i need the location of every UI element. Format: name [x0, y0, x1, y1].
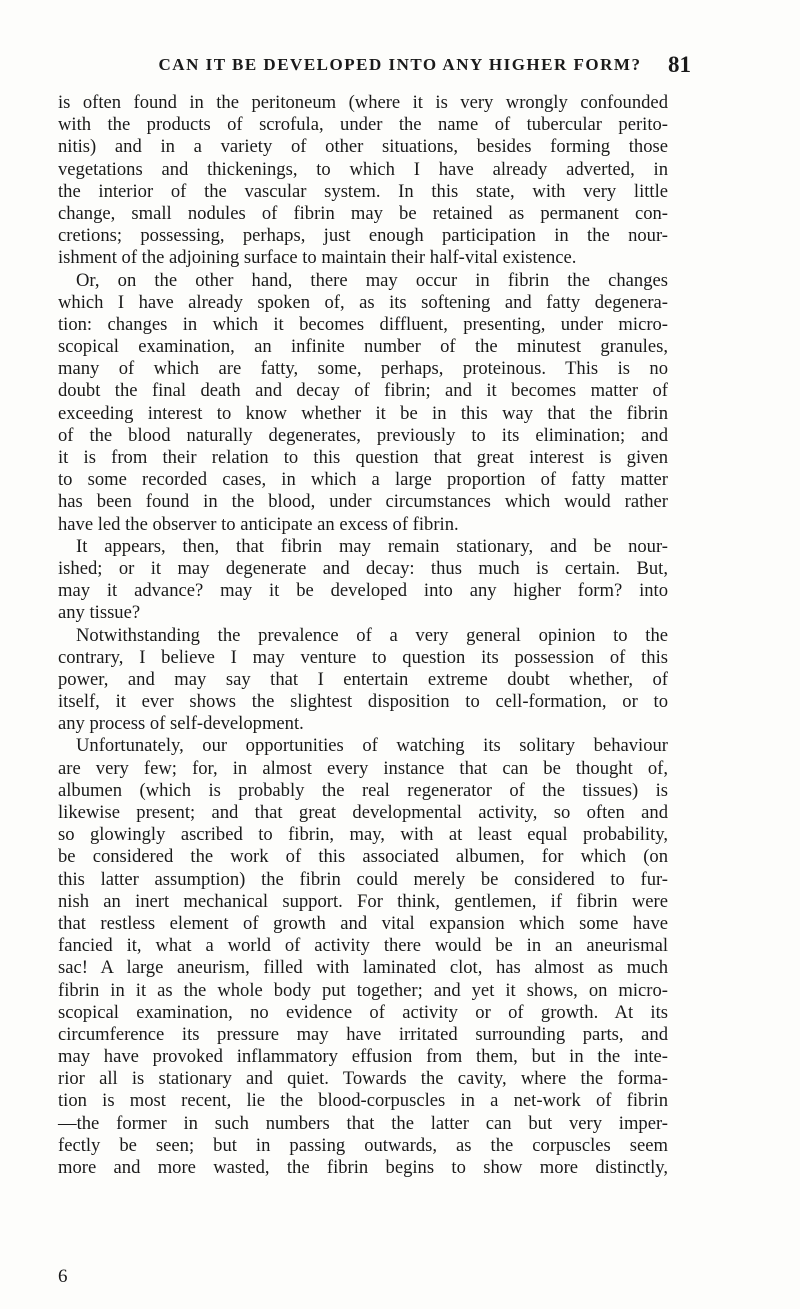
- text-line: Notwithstanding the prevalence of a very general opinion to the: [76, 624, 668, 646]
- text-line: so glowingly ascribed to fibrin, may, with at least equal probability,: [58, 824, 668, 846]
- text-line: albumen (which is probably the real regenerator of the tissues) is: [58, 779, 668, 801]
- text-line: have led the observer to anticipate an excess of fibrin.: [58, 513, 459, 535]
- text-line: change, small nodules of fibrin may be retained as permanent con-: [58, 202, 668, 224]
- text-line: rior all is stationary and quiet. Towards the cavity, where the forma-: [58, 1068, 668, 1090]
- text-line: may it advance? may it be developed into any higher form? into: [58, 580, 668, 602]
- text-line: of the blood naturally degenerates, previously to its elimination; and: [58, 424, 668, 446]
- text-line: It appears, then, that fibrin may remain stationary, and be nour-: [76, 535, 668, 557]
- text-line: scopical examination, no evidence of activity or of growth. At its: [58, 1001, 668, 1023]
- text-line: which I have already spoken of, as its softening and fatty degenera-: [58, 291, 668, 313]
- text-line: fibrin in it as the whole body put together; and yet it shows, on micro-: [58, 979, 668, 1001]
- text-line: cretions; possessing, perhaps, just enough participation in the nour-: [58, 225, 668, 247]
- text-line: are very few; for, in almost every instance that can be thought of,: [58, 757, 668, 779]
- text-line: circumference its pressure may have irritated surrounding parts, and: [58, 1023, 668, 1045]
- text-line: tion is most recent, lie the blood-corpuscles in a net-work of fibrin: [58, 1090, 668, 1112]
- body-text: [58, 92, 668, 1179]
- text-line: fectly be seen; but in passing outwards, as the corpuscles seem: [58, 1134, 668, 1156]
- text-line: ished; or it may degenerate and decay: thus much is certain. But,: [58, 557, 668, 579]
- text-line: be considered the work of this associated albumen, for which (on: [58, 846, 668, 868]
- running-title: CAN IT BE DEVELOPED INTO ANY HIGHER FORM?: [158, 55, 642, 74]
- text-line: Or, on the other hand, there may occur in fibrin the changes: [76, 269, 668, 291]
- text-line: is often found in the peritoneum (where it is very wrongly confounded: [58, 92, 668, 113]
- text-line: contrary, I believe I may venture to question its possession of this: [58, 646, 668, 668]
- text-line: likewise present; and that great developmental activity, so often and: [58, 802, 668, 823]
- text-line: many of which are fatty, some, perhaps, proteinous. This is no: [58, 358, 668, 380]
- text-line: sac! A large aneurism, filled with laminated clot, has almost as much: [58, 957, 668, 979]
- text-line: power, and may say that I entertain extreme doubt whether, of: [58, 668, 668, 690]
- text-line: nish an inert mechanical support. For think, gentlemen, if fibrin were: [58, 890, 668, 912]
- signature-mark: 6: [58, 1266, 68, 1287]
- text-line: with the products of scrofula, under the name of tubercular perito-: [58, 114, 668, 136]
- text-line: scopical examination, an infinite number of the minutest granules,: [58, 336, 668, 358]
- text-line: that restless element of growth and vital expansion which some have: [58, 912, 668, 934]
- page-number: 81: [668, 52, 691, 77]
- text-line: itself, it ever shows the slightest disposition to cell-formation, or to: [58, 691, 668, 713]
- text-line: nitis) and in a variety of other situations, besides forming those: [58, 136, 668, 158]
- text-line: to some recorded cases, in which a large proportion of fatty matter: [58, 469, 668, 491]
- text-line: —the former in such numbers that the latter can but very imper-: [58, 1112, 668, 1134]
- text-line: it is from their relation to this question that great interest is given: [58, 447, 668, 468]
- text-line: doubt the final death and decay of fibrin; and it becomes matter of: [58, 380, 668, 402]
- text-line: any process of self-development.: [58, 713, 304, 735]
- text-line: more and more wasted, the fibrin begins to show more distinctly,: [58, 1157, 668, 1178]
- text-line: the interior of the vascular system. In this state, with very little: [58, 180, 668, 202]
- text-line: fancied it, what a world of activity there would be in an aneurismal: [58, 935, 668, 957]
- text-line: any tissue?: [58, 602, 141, 624]
- text-line: has been found in the blood, under circumstances which would rather: [58, 491, 668, 513]
- text-line: Unfortunately, our opportunities of watching its solitary behaviour: [76, 735, 668, 757]
- text-line: vegetations and thickenings, to which I have already adverted, in: [58, 158, 668, 180]
- text-line: exceeding interest to know whether it be in this way that the fibrin: [58, 402, 668, 424]
- text-line: ishment of the adjoining surface to maintain their half-vital existence.: [58, 247, 577, 269]
- text-line: tion: changes in which it becomes diffluent, presenting, under micro-: [58, 313, 668, 335]
- text-line: may have provoked inflammatory effusion from them, but in the inte-: [58, 1046, 668, 1068]
- text-line: this latter assumption) the fibrin could merely be considered to fur-: [58, 868, 668, 890]
